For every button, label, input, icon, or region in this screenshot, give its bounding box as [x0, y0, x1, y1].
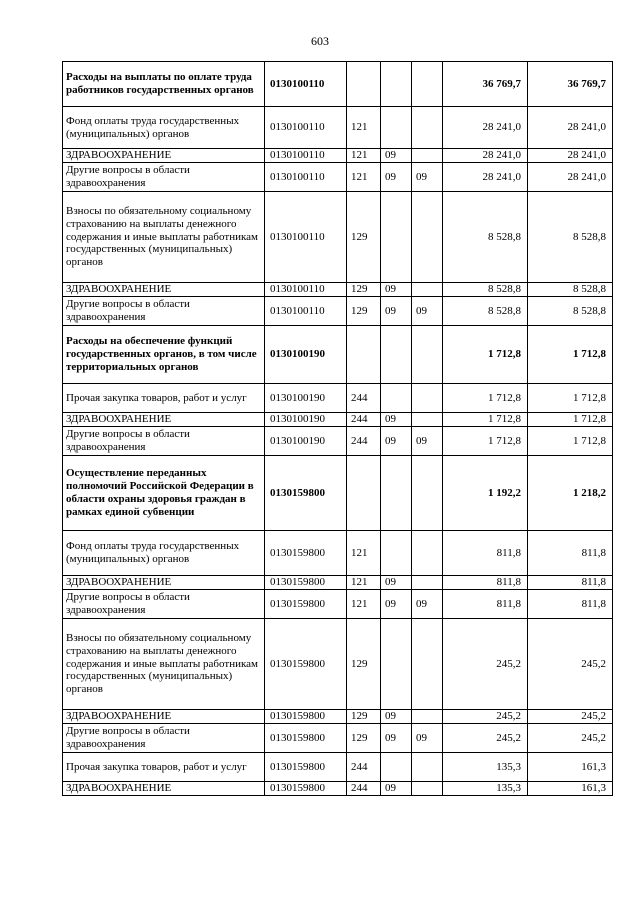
- amount-year1-cell: 1 712,8: [443, 427, 528, 456]
- amount-year2-cell: 161,3: [528, 782, 613, 796]
- subsection-cell: [412, 710, 443, 724]
- item-name-cell: Другие вопросы в области здравоохранения: [63, 590, 265, 619]
- expense-type-cell: [347, 326, 381, 384]
- section-cell: 09: [381, 724, 412, 753]
- table-row: [63, 149, 613, 163]
- subsection-cell: [412, 456, 443, 531]
- expense-type-cell: 129: [347, 192, 381, 283]
- subsection-cell: [412, 413, 443, 427]
- amount-year1-cell: 8 528,8: [443, 297, 528, 326]
- table-row: [63, 384, 613, 413]
- expense-type-cell: 129: [347, 297, 381, 326]
- amount-year1-cell: 1 712,8: [443, 384, 528, 413]
- table-row: [63, 531, 613, 576]
- amount-year1-cell: 811,8: [443, 576, 528, 590]
- item-name-cell: Другие вопросы в области здравоохранения: [63, 297, 265, 326]
- amount-year1-cell: 811,8: [443, 531, 528, 576]
- item-name-cell: Взносы по обязательному социальному страхованию на выплаты денежного содержания и иные выплаты работникам государственных (муниципальных) органов: [63, 192, 265, 283]
- amount-year2-cell: 1 712,8: [528, 384, 613, 413]
- table-row: [63, 413, 613, 427]
- target-code-cell: 0130159800: [265, 782, 347, 796]
- amount-year1-cell: 8 528,8: [443, 283, 528, 297]
- section-cell: [381, 619, 412, 710]
- amount-year1-cell: 36 769,7: [443, 62, 528, 107]
- item-name-cell: Расходы на обеспечение функций государственных органов, в том числе территориальных органов: [63, 326, 265, 384]
- amount-year1-cell: 135,3: [443, 753, 528, 782]
- target-code-cell: 0130100110: [265, 107, 347, 149]
- section-cell: 09: [381, 163, 412, 192]
- budget-table: [62, 61, 613, 796]
- target-code-cell: 0130159800: [265, 531, 347, 576]
- table-row: [63, 724, 613, 753]
- item-name-cell: Прочая закупка товаров, работ и услуг: [63, 384, 265, 413]
- amount-year2-cell: 161,3: [528, 753, 613, 782]
- amount-year2-cell: 36 769,7: [528, 62, 613, 107]
- section-cell: [381, 326, 412, 384]
- subsection-cell: [412, 192, 443, 283]
- table-row: [63, 62, 613, 107]
- item-name-cell: ЗДРАВООХРАНЕНИЕ: [63, 710, 265, 724]
- amount-year1-cell: 1 712,8: [443, 326, 528, 384]
- item-name-cell: Другие вопросы в области здравоохранения: [63, 163, 265, 192]
- amount-year2-cell: 1 712,8: [528, 326, 613, 384]
- amount-year2-cell: 1 218,2: [528, 456, 613, 531]
- amount-year2-cell: 28 241,0: [528, 107, 613, 149]
- subsection-cell: [412, 753, 443, 782]
- subsection-cell: 09: [412, 724, 443, 753]
- subsection-cell: [412, 531, 443, 576]
- section-cell: [381, 107, 412, 149]
- section-cell: 09: [381, 149, 412, 163]
- expense-type-cell: 129: [347, 710, 381, 724]
- item-name-cell: Фонд оплаты труда государственных (муниципальных) органов: [63, 107, 265, 149]
- item-name-cell: Фонд оплаты труда государственных (муниципальных) органов: [63, 531, 265, 576]
- target-code-cell: 0130159800: [265, 753, 347, 782]
- table-row: [63, 326, 613, 384]
- table-row: [63, 107, 613, 149]
- amount-year1-cell: 245,2: [443, 710, 528, 724]
- target-code-cell: 0130100190: [265, 326, 347, 384]
- subsection-cell: [412, 149, 443, 163]
- target-code-cell: 0130159800: [265, 710, 347, 724]
- amount-year2-cell: 1 712,8: [528, 427, 613, 456]
- expense-type-cell: 121: [347, 531, 381, 576]
- amount-year1-cell: 8 528,8: [443, 192, 528, 283]
- table-row: [63, 427, 613, 456]
- target-code-cell: 0130100110: [265, 163, 347, 192]
- section-cell: [381, 531, 412, 576]
- table-row: [63, 576, 613, 590]
- table-row: [63, 163, 613, 192]
- subsection-cell: [412, 283, 443, 297]
- section-cell: 09: [381, 782, 412, 796]
- table-row: [63, 456, 613, 531]
- expense-type-cell: 129: [347, 724, 381, 753]
- amount-year2-cell: 245,2: [528, 619, 613, 710]
- target-code-cell: 0130159800: [265, 456, 347, 531]
- table-row: [63, 283, 613, 297]
- subsection-cell: [412, 619, 443, 710]
- target-code-cell: 0130159800: [265, 724, 347, 753]
- amount-year1-cell: 811,8: [443, 590, 528, 619]
- target-code-cell: 0130100190: [265, 427, 347, 456]
- item-name-cell: Взносы по обязательному социальному страхованию на выплаты денежного содержания и иные выплаты работникам государственных (муниципальных) органов: [63, 619, 265, 710]
- target-code-cell: 0130100190: [265, 413, 347, 427]
- expense-type-cell: 121: [347, 590, 381, 619]
- table-row: [63, 782, 613, 796]
- subsection-cell: [412, 62, 443, 107]
- expense-type-cell: 121: [347, 107, 381, 149]
- page-number: 603: [311, 34, 329, 48]
- amount-year1-cell: 135,3: [443, 782, 528, 796]
- subsection-cell: 09: [412, 297, 443, 326]
- amount-year1-cell: 245,2: [443, 619, 528, 710]
- target-code-cell: 0130100110: [265, 297, 347, 326]
- item-name-cell: ЗДРАВООХРАНЕНИЕ: [63, 149, 265, 163]
- target-code-cell: 0130100110: [265, 192, 347, 283]
- target-code-cell: 0130100110: [265, 149, 347, 163]
- subsection-cell: 09: [412, 590, 443, 619]
- section-cell: [381, 456, 412, 531]
- amount-year1-cell: 28 241,0: [443, 149, 528, 163]
- amount-year2-cell: 8 528,8: [528, 192, 613, 283]
- amount-year2-cell: 245,2: [528, 724, 613, 753]
- expense-type-cell: 129: [347, 619, 381, 710]
- table-row: [63, 710, 613, 724]
- expense-type-cell: [347, 62, 381, 107]
- expense-type-cell: 121: [347, 149, 381, 163]
- subsection-cell: 09: [412, 163, 443, 192]
- amount-year2-cell: 811,8: [528, 531, 613, 576]
- section-cell: 09: [381, 297, 412, 326]
- target-code-cell: 0130100110: [265, 283, 347, 297]
- expense-type-cell: 244: [347, 753, 381, 782]
- section-cell: [381, 384, 412, 413]
- amount-year1-cell: 1 712,8: [443, 413, 528, 427]
- section-cell: 09: [381, 413, 412, 427]
- amount-year2-cell: 1 712,8: [528, 413, 613, 427]
- item-name-cell: ЗДРАВООХРАНЕНИЕ: [63, 413, 265, 427]
- amount-year1-cell: 245,2: [443, 724, 528, 753]
- amount-year2-cell: 8 528,8: [528, 283, 613, 297]
- expense-type-cell: 244: [347, 427, 381, 456]
- expense-type-cell: 244: [347, 384, 381, 413]
- target-code-cell: 0130100190: [265, 384, 347, 413]
- subsection-cell: [412, 326, 443, 384]
- amount-year2-cell: 8 528,8: [528, 297, 613, 326]
- item-name-cell: Расходы на выплаты по оплате труда работников государственных органов: [63, 62, 265, 107]
- table-row: [63, 753, 613, 782]
- section-cell: [381, 62, 412, 107]
- section-cell: 09: [381, 710, 412, 724]
- expense-type-cell: 129: [347, 283, 381, 297]
- target-code-cell: 0130159800: [265, 619, 347, 710]
- table-row: [63, 192, 613, 283]
- target-code-cell: 0130100110: [265, 62, 347, 107]
- amount-year2-cell: 811,8: [528, 590, 613, 619]
- subsection-cell: [412, 576, 443, 590]
- expense-type-cell: 121: [347, 576, 381, 590]
- section-cell: 09: [381, 576, 412, 590]
- item-name-cell: ЗДРАВООХРАНЕНИЕ: [63, 576, 265, 590]
- expense-type-cell: [347, 456, 381, 531]
- subsection-cell: [412, 384, 443, 413]
- item-name-cell: Другие вопросы в области здравоохранения: [63, 427, 265, 456]
- table-row: [63, 297, 613, 326]
- amount-year2-cell: 245,2: [528, 710, 613, 724]
- section-cell: 09: [381, 590, 412, 619]
- subsection-cell: 09: [412, 427, 443, 456]
- section-cell: [381, 192, 412, 283]
- expense-type-cell: 244: [347, 782, 381, 796]
- table-row: [63, 590, 613, 619]
- amount-year1-cell: 28 241,0: [443, 163, 528, 192]
- expense-type-cell: 121: [347, 163, 381, 192]
- expense-type-cell: 244: [347, 413, 381, 427]
- subsection-cell: [412, 107, 443, 149]
- item-name-cell: ЗДРАВООХРАНЕНИЕ: [63, 283, 265, 297]
- section-cell: 09: [381, 283, 412, 297]
- amount-year2-cell: 28 241,0: [528, 149, 613, 163]
- item-name-cell: Другие вопросы в области здравоохранения: [63, 724, 265, 753]
- subsection-cell: [412, 782, 443, 796]
- amount-year2-cell: 28 241,0: [528, 163, 613, 192]
- section-cell: 09: [381, 427, 412, 456]
- section-cell: [381, 753, 412, 782]
- amount-year1-cell: 28 241,0: [443, 107, 528, 149]
- item-name-cell: Осуществление переданных полномочий Российской Федерации в области охраны здоровья граждан в рамках единой субвенции: [63, 456, 265, 531]
- amount-year1-cell: 1 192,2: [443, 456, 528, 531]
- amount-year2-cell: 811,8: [528, 576, 613, 590]
- table-row: [63, 619, 613, 710]
- target-code-cell: 0130159800: [265, 590, 347, 619]
- table-body: [63, 62, 613, 796]
- item-name-cell: Прочая закупка товаров, работ и услуг: [63, 753, 265, 782]
- item-name-cell: ЗДРАВООХРАНЕНИЕ: [63, 782, 265, 796]
- target-code-cell: 0130159800: [265, 576, 347, 590]
